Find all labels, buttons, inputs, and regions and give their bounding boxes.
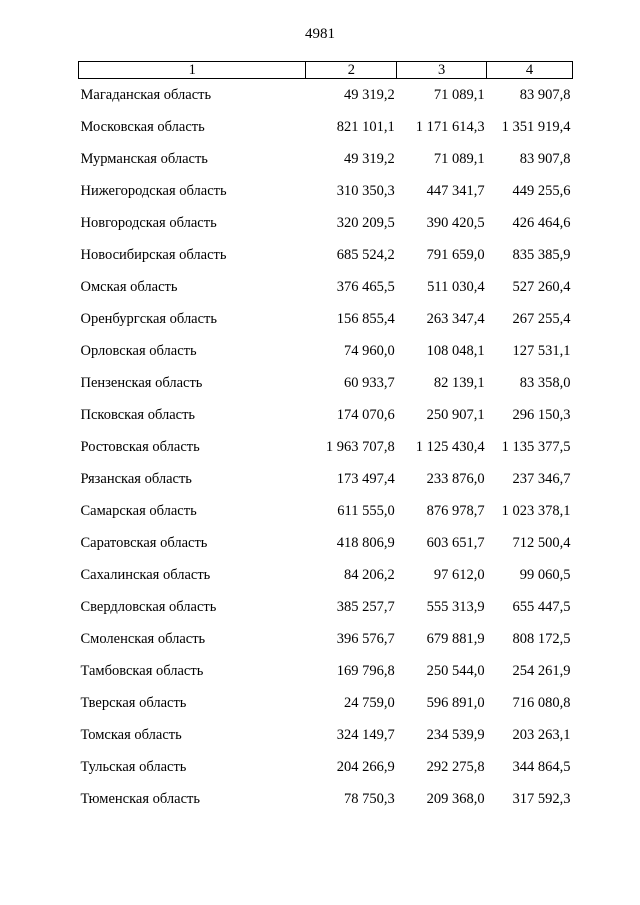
region-name-cell: Новгородская область — [80, 215, 217, 231]
region-name-cell: Ростовская область — [80, 439, 200, 455]
table-row — [79, 655, 573, 687]
value-cell-col-3: 511 030,4 — [427, 279, 485, 295]
table-row — [79, 303, 573, 335]
region-name-cell: Московская область — [80, 119, 205, 135]
value-cell-col-4: 808 172,5 — [512, 631, 571, 647]
value-cell-col-2: 396 576,7 — [336, 631, 395, 647]
table-row — [79, 559, 573, 591]
value-cell-col-4: 296 150,3 — [512, 407, 571, 423]
value-cell-col-4: 449 255,6 — [512, 183, 571, 199]
value-cell-col-3: 596 891,0 — [426, 695, 485, 711]
value-cell-col-3: 108 048,1 — [426, 343, 485, 359]
value-cell-col-3: 233 876,0 — [426, 471, 485, 487]
value-cell-col-2: 49 319,2 — [343, 87, 395, 103]
value-cell-col-4: 1 135 377,5 — [501, 439, 571, 455]
value-cell-col-4: 83 907,8 — [519, 151, 571, 167]
value-cell-col-3: 209 368,0 — [426, 791, 485, 807]
value-cell-col-4: 527 260,4 — [512, 279, 571, 295]
value-cell-col-4: 655 447,5 — [512, 599, 571, 615]
value-cell-col-3: 292 275,8 — [426, 759, 485, 775]
region-name-cell: Смоленская область — [80, 631, 206, 647]
region-name-cell: Самарская область — [80, 503, 197, 519]
table-row — [79, 591, 573, 623]
value-cell-col-3: 71 089,1 — [433, 87, 485, 103]
region-name-cell: Тульская область — [80, 759, 187, 775]
value-cell-col-4: 1 351 919,4 — [501, 119, 571, 135]
value-cell-col-2: 320 209,5 — [336, 215, 395, 231]
table-row — [79, 495, 573, 527]
value-cell-col-2: 173 497,4 — [336, 471, 395, 487]
table-row — [79, 79, 573, 112]
value-cell-col-4: 203 263,1 — [512, 727, 571, 743]
value-cell-col-3: 82 139,1 — [433, 375, 485, 391]
table-row — [79, 175, 573, 207]
value-cell-col-2: 324 149,7 — [336, 727, 395, 743]
region-name-cell: Рязанская область — [80, 471, 192, 487]
value-cell-col-2: 418 806,9 — [336, 535, 395, 551]
value-cell-col-4: 127 531,1 — [512, 343, 571, 359]
table-row — [79, 207, 573, 239]
value-cell-col-2: 385 257,7 — [336, 599, 395, 615]
value-cell-col-2: 204 266,9 — [336, 759, 395, 775]
value-cell-col-4: 267 255,4 — [512, 311, 571, 327]
table-row — [79, 751, 573, 783]
region-name-cell: Магаданская область — [80, 87, 212, 103]
value-cell-col-2: 310 350,3 — [336, 183, 395, 199]
region-name-cell: Свердловская область — [80, 599, 217, 615]
table-row — [79, 463, 573, 495]
value-cell-col-4: 344 864,5 — [512, 759, 571, 775]
value-cell-col-3: 679 881,9 — [426, 631, 485, 647]
value-cell-col-2: 821 101,1 — [336, 119, 395, 135]
value-cell-col-3: 97 612,0 — [433, 567, 485, 583]
table-header — [79, 62, 573, 79]
column-header-2: 2 — [306, 62, 397, 79]
value-cell-col-4: 83 907,8 — [519, 87, 571, 103]
value-cell-col-2: 174 070,6 — [336, 407, 395, 423]
table-row — [79, 143, 573, 175]
value-cell-col-4: 317 592,3 — [512, 791, 571, 807]
table-row — [79, 271, 573, 303]
value-cell-col-3: 390 420,5 — [426, 215, 485, 231]
table-row — [79, 431, 573, 463]
column-header-1: 1 — [79, 62, 306, 79]
value-cell-col-3: 263 347,4 — [426, 311, 485, 327]
value-cell-col-4: 835 385,9 — [512, 247, 571, 263]
value-cell-col-2: 74 960,0 — [343, 343, 395, 359]
data-table — [78, 61, 573, 815]
header-row — [79, 62, 573, 79]
value-cell-col-2: 156 855,4 — [336, 311, 395, 327]
table-row — [79, 367, 573, 399]
region-name-cell: Томская область — [80, 727, 182, 743]
region-name-cell: Мурманская область — [80, 151, 208, 167]
region-name-cell: Пензенская область — [80, 375, 203, 391]
page-number: 4981 — [305, 26, 335, 42]
value-cell-col-3: 250 544,0 — [426, 663, 485, 679]
table-row — [79, 623, 573, 655]
region-name-cell: Новосибирская область — [80, 247, 227, 263]
region-name-cell: Омская область — [80, 279, 178, 295]
region-name-cell: Орловская область — [80, 343, 197, 359]
table-row — [79, 335, 573, 367]
value-cell-col-4: 99 060,5 — [519, 567, 571, 583]
column-header-4: 4 — [487, 62, 573, 79]
value-cell-col-2: 60 933,7 — [343, 375, 395, 391]
value-cell-col-4: 716 080,8 — [512, 695, 571, 711]
region-name-cell: Нижегородская область — [80, 183, 227, 199]
value-cell-col-3: 876 978,7 — [426, 503, 485, 519]
region-name-cell: Оренбургская область — [80, 311, 218, 327]
value-cell-col-4: 426 464,6 — [512, 215, 571, 231]
value-cell-col-3: 555 313,9 — [426, 599, 485, 615]
value-cell-col-2: 376 465,5 — [336, 279, 395, 295]
value-cell-col-2: 84 206,2 — [343, 567, 395, 583]
value-cell-col-3: 1 125 430,4 — [415, 439, 485, 455]
region-name-cell: Псковская область — [80, 407, 196, 423]
value-cell-col-3: 791 659,0 — [426, 247, 485, 263]
table-body — [79, 79, 573, 816]
value-cell-col-4: 254 261,9 — [512, 663, 571, 679]
value-cell-col-2: 24 759,0 — [343, 695, 395, 711]
value-cell-col-4: 712 500,4 — [512, 535, 571, 551]
value-cell-col-3: 1 171 614,3 — [415, 119, 485, 135]
table-row — [79, 527, 573, 559]
region-name-cell: Тамбовская область — [80, 663, 204, 679]
value-cell-col-3: 603 651,7 — [426, 535, 485, 551]
table-row — [79, 783, 573, 815]
table-row — [79, 239, 573, 271]
table-row — [79, 111, 573, 143]
value-cell-col-4: 237 346,7 — [512, 471, 571, 487]
value-cell-col-4: 1 023 378,1 — [501, 503, 571, 519]
region-name-cell: Тюменская область — [80, 791, 200, 807]
value-cell-col-2: 78 750,3 — [343, 791, 395, 807]
value-cell-col-3: 250 907,1 — [426, 407, 485, 423]
value-cell-col-3: 234 539,9 — [426, 727, 485, 743]
region-name-cell: Сахалинская область — [80, 567, 211, 583]
value-cell-col-4: 83 358,0 — [519, 375, 571, 391]
region-name-cell: Саратовская область — [80, 535, 208, 551]
value-cell-col-3: 447 341,7 — [426, 183, 485, 199]
table-row — [79, 719, 573, 751]
column-header-3: 3 — [397, 62, 487, 79]
value-cell-col-2: 49 319,2 — [343, 151, 395, 167]
region-name-cell: Тверская область — [80, 695, 187, 711]
value-cell-col-2: 1 963 707,8 — [325, 439, 395, 455]
table-row — [79, 399, 573, 431]
table-row — [79, 687, 573, 719]
value-cell-col-3: 71 089,1 — [433, 151, 485, 167]
value-cell-col-2: 169 796,8 — [336, 663, 395, 679]
value-cell-col-2: 685 524,2 — [336, 247, 395, 263]
value-cell-col-2: 611 555,0 — [337, 503, 395, 519]
